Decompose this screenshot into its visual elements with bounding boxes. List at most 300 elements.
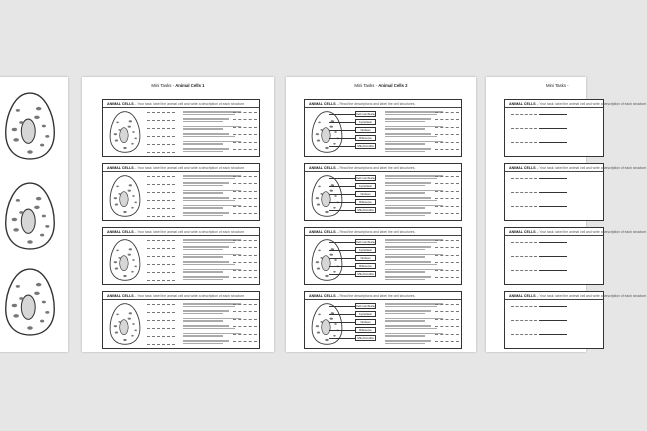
box-title: ANIMAL CELLS	[509, 230, 536, 234]
box-instruction: – Your task: label the animal cell and write a description of each structure.	[536, 294, 647, 298]
organelle-shape	[42, 215, 46, 218]
box-instruction: – Read the descriptions and label the cell structures.	[336, 230, 416, 234]
label-answer-line	[147, 176, 175, 177]
organelle-shape	[27, 240, 33, 243]
description-text	[183, 151, 223, 153]
organelle-shape	[316, 325, 319, 327]
answer-line	[435, 255, 459, 256]
answer-line	[511, 256, 537, 257]
description-text	[385, 343, 425, 345]
answer-line	[435, 270, 459, 271]
answer-line	[435, 240, 459, 241]
answer-line	[233, 119, 257, 120]
structure-label: Mitochondria	[355, 207, 376, 213]
thumbnail-page-cells[interactable]	[0, 77, 68, 352]
label-connector	[539, 320, 567, 321]
organelle-shape	[129, 120, 132, 122]
description-text	[183, 313, 223, 315]
answer-line	[233, 319, 257, 320]
organelle-shape	[325, 211, 328, 213]
description-text	[385, 271, 425, 273]
organelle-shape	[132, 131, 135, 133]
answer-line	[511, 306, 537, 307]
description-text	[385, 310, 431, 312]
description-text	[385, 178, 437, 180]
thumbnail-page-partial[interactable]	[486, 77, 647, 352]
organelle-shape	[19, 211, 23, 214]
structure-label: Nucleus	[355, 255, 376, 261]
organelle-shape	[134, 138, 137, 140]
organelle-shape	[42, 301, 46, 304]
label-connector	[329, 114, 355, 115]
box-heading	[107, 230, 255, 234]
organelle-shape	[118, 193, 121, 195]
structure-label: Ribosome	[355, 263, 376, 269]
description-text	[385, 306, 437, 308]
description-text	[385, 256, 425, 258]
label-connector	[539, 206, 567, 207]
description-text	[385, 192, 425, 194]
description-text	[183, 200, 235, 202]
answer-line	[511, 128, 537, 129]
label-answer-line	[147, 120, 175, 121]
organelle-shape	[114, 197, 117, 199]
organelle-shape	[134, 202, 137, 204]
organelle-shape	[123, 339, 126, 341]
structure-label: Nucleus	[355, 127, 376, 133]
organelle-shape	[316, 261, 319, 263]
label-answer-line	[147, 312, 175, 313]
answer-line	[435, 142, 459, 143]
organelle-shape	[320, 193, 323, 195]
label-answer-line	[147, 144, 175, 145]
organelle-shape	[334, 195, 337, 197]
label-connector	[329, 266, 355, 267]
heading-rule	[505, 235, 603, 236]
description-text	[183, 197, 229, 199]
structure-label: Cell membrane	[356, 176, 375, 180]
box-heading	[107, 166, 255, 170]
nucleus-shape	[120, 192, 129, 207]
thumbnail-page-animal-cells-2[interactable]	[286, 77, 476, 352]
organelle-shape	[129, 312, 132, 314]
description-text	[183, 279, 223, 281]
label-connector	[329, 250, 355, 251]
answer-line	[511, 320, 537, 321]
description-text	[385, 136, 437, 138]
answer-line	[233, 262, 257, 263]
description-text	[385, 264, 437, 266]
answer-line	[233, 334, 257, 335]
answer-line	[435, 134, 459, 135]
organelle-shape	[36, 197, 42, 200]
description-text	[183, 246, 229, 248]
answer-line	[233, 112, 257, 113]
description-text	[183, 242, 235, 244]
organelle-shape	[317, 203, 320, 205]
answer-line	[511, 192, 537, 193]
box-heading	[509, 102, 647, 106]
organelle-shape	[12, 304, 18, 307]
description-text	[385, 151, 425, 153]
worksheet-box	[304, 291, 462, 349]
organelle-shape	[317, 331, 320, 333]
organelle-shape	[318, 122, 321, 124]
label-connector	[539, 242, 567, 243]
organelle-shape	[114, 133, 117, 135]
organelle-shape	[132, 195, 135, 197]
structure-label: Cytoplasm	[355, 247, 376, 253]
description-text	[385, 182, 431, 184]
organelle-shape	[115, 139, 118, 141]
organelle-shape	[132, 259, 135, 261]
label-answer-line	[147, 128, 175, 129]
organelle-shape	[325, 275, 328, 277]
description-text	[385, 215, 425, 217]
organelle-shape	[34, 116, 40, 119]
box-heading	[309, 230, 457, 234]
description-text	[183, 178, 235, 180]
answer-line	[233, 206, 257, 207]
structure-label: Cell membrane	[356, 112, 375, 116]
box-title: ANIMAL CELLS	[509, 102, 536, 106]
label-connector	[329, 202, 355, 203]
box-heading	[107, 294, 255, 298]
description-text	[385, 335, 425, 337]
description-text	[385, 313, 425, 315]
worksheet-box	[504, 291, 647, 349]
description-text	[183, 276, 229, 278]
label-connector	[329, 314, 355, 315]
answer-line	[435, 149, 459, 150]
box-title: ANIMAL CELLS	[309, 230, 336, 234]
organelle-shape	[34, 206, 40, 209]
description-text	[183, 215, 223, 217]
organelle-shape	[134, 330, 137, 332]
label-answer-line	[147, 152, 175, 153]
structure-label: Ribosome	[355, 327, 376, 333]
answer-line	[233, 127, 257, 128]
organelle-shape	[129, 248, 132, 250]
organelle-shape	[19, 297, 23, 300]
box-title: ANIMAL CELLS	[107, 166, 134, 170]
answer-line	[233, 341, 257, 342]
label-answer-line	[147, 112, 175, 113]
label-answer-line	[147, 192, 175, 193]
organelle-shape	[123, 211, 126, 213]
label-connector	[539, 256, 567, 257]
structure-label: Cell membrane	[356, 304, 375, 308]
nucleus-shape	[21, 295, 35, 319]
description-text	[385, 148, 431, 150]
answer-line	[233, 247, 257, 248]
label-answer-line	[147, 200, 175, 201]
label-connector	[329, 194, 355, 195]
description-text	[183, 212, 229, 214]
description-text	[183, 118, 229, 120]
organelle-shape	[131, 335, 134, 337]
description-text	[183, 340, 229, 342]
organelle-shape	[131, 143, 134, 145]
organelle-shape	[45, 225, 49, 228]
box-instruction: – Your task: label the animal cell and write a description of each structure.	[134, 166, 246, 170]
heading-rule	[505, 299, 603, 300]
organelle-shape	[320, 321, 323, 323]
organelle-shape	[123, 147, 126, 149]
description-text	[183, 261, 229, 263]
structure-label: Cytoplasm	[355, 119, 376, 125]
label-answer-line	[147, 264, 175, 265]
answer-line	[233, 213, 257, 214]
answer-line	[435, 334, 459, 335]
label-answer-line	[147, 280, 175, 281]
answer-line	[233, 142, 257, 143]
box-title: ANIMAL CELLS	[309, 102, 336, 106]
description-text	[385, 246, 431, 248]
description-text	[385, 197, 431, 199]
organelle-shape	[333, 143, 336, 145]
label-answer-line	[147, 184, 175, 185]
description-text	[183, 306, 235, 308]
structure-label: Cytoplasm	[355, 183, 376, 189]
answer-line	[435, 183, 459, 184]
organelle-shape	[115, 267, 118, 269]
description-text	[183, 182, 229, 184]
box-title: ANIMAL CELLS	[107, 102, 134, 106]
thumbnail-page-animal-cells-1[interactable]	[82, 77, 274, 352]
box-instruction: – Your task: label the animal cell and write a description of each structure.	[536, 102, 647, 106]
organelle-shape	[128, 126, 131, 128]
label-connector	[329, 146, 355, 147]
description-text	[183, 192, 223, 194]
heading-rule	[305, 171, 461, 172]
description-text	[385, 143, 425, 145]
label-connector	[329, 210, 355, 211]
label-connector	[329, 330, 355, 331]
label-connector	[539, 114, 567, 115]
heading-rule	[505, 107, 603, 108]
label-connector	[539, 192, 567, 193]
label-connector	[539, 334, 567, 335]
description-text	[183, 207, 223, 209]
animal-cell-diagram	[4, 265, 56, 339]
page-title: Mini Tasks - Animal Cells 1	[151, 83, 205, 88]
organelle-shape	[115, 331, 118, 333]
animal-cell-diagram	[311, 302, 343, 346]
organelle-shape	[114, 261, 117, 263]
organelle-shape	[333, 335, 336, 337]
organelle-shape	[128, 190, 131, 192]
label-answer-line	[147, 328, 175, 329]
worksheet-box	[102, 163, 260, 221]
answer-line	[435, 206, 459, 207]
organelle-shape	[325, 339, 328, 341]
description-text	[183, 136, 235, 138]
worksheet-box	[504, 227, 647, 285]
answer-line	[233, 149, 257, 150]
animal-cell-diagram	[4, 89, 56, 163]
worksheet-box	[504, 163, 647, 221]
heading-rule	[305, 299, 461, 300]
organelle-shape	[316, 197, 319, 199]
structure-label: Cell membrane	[356, 240, 375, 244]
heading-rule	[305, 235, 461, 236]
organelle-shape	[325, 147, 328, 149]
animal-cell-diagram	[109, 238, 141, 282]
organelle-shape	[42, 125, 46, 128]
description-text	[385, 340, 431, 342]
answer-line	[233, 326, 257, 327]
label-answer-line	[147, 320, 175, 321]
box-title: ANIMAL CELLS	[107, 230, 134, 234]
box-instruction: – Read the descriptions and label the cell structures.	[336, 294, 416, 298]
label-answer-line	[147, 208, 175, 209]
box-instruction: – Read the descriptions and label the cell structures.	[336, 102, 416, 106]
description-text	[183, 143, 223, 145]
worksheet-box	[102, 227, 260, 285]
organelle-shape	[330, 190, 333, 192]
box-instruction: – Your task: label the animal cell and write a description of each structure.	[134, 294, 246, 298]
organelle-shape	[27, 326, 33, 329]
nucleus-shape	[120, 320, 129, 335]
organelle-shape	[318, 314, 321, 316]
animal-cell-diagram	[311, 238, 343, 282]
heading-rule	[505, 171, 603, 172]
description-text	[385, 325, 431, 327]
organelle-shape	[16, 285, 20, 288]
label-connector	[539, 178, 567, 179]
label-connector	[539, 128, 567, 129]
label-connector	[329, 186, 355, 187]
organelle-shape	[16, 109, 20, 112]
answer-line	[435, 213, 459, 214]
description-text	[183, 133, 229, 135]
organelle-shape	[132, 323, 135, 325]
box-heading	[309, 102, 457, 106]
box-heading	[509, 294, 647, 298]
answer-line	[233, 277, 257, 278]
label-connector	[329, 338, 355, 339]
structure-label: Ribosome	[355, 135, 376, 141]
description-text	[183, 114, 235, 116]
heading-rule	[103, 107, 259, 108]
organelle-shape	[128, 254, 131, 256]
box-instruction: – Your task: label the animal cell and write a description of each structure.	[134, 102, 246, 106]
description-text	[183, 328, 235, 330]
description-text	[183, 310, 229, 312]
description-text	[385, 133, 431, 135]
page-title: Mini Tasks - Animal Cells 2	[354, 83, 408, 88]
label-answer-line	[147, 256, 175, 257]
description-text	[385, 279, 425, 281]
organelle-shape	[115, 203, 118, 205]
organelle-shape	[131, 271, 134, 273]
box-instruction: – Your task: label the animal cell and write a description of each structure.	[536, 166, 647, 170]
label-connector	[329, 130, 355, 131]
description-text	[183, 343, 223, 345]
animal-cell-diagram	[109, 110, 141, 154]
label-connector	[329, 138, 355, 139]
answer-line	[511, 114, 537, 115]
label-connector	[329, 178, 355, 179]
label-answer-line	[147, 272, 175, 273]
nucleus-shape	[120, 256, 129, 271]
answer-line	[233, 304, 257, 305]
organelle-shape	[330, 126, 333, 128]
page-title: Mini Tasks -	[546, 83, 569, 88]
answer-line	[435, 311, 459, 312]
answer-line	[435, 262, 459, 263]
description-text	[183, 185, 223, 187]
animal-cell-diagram	[311, 174, 343, 218]
description-text	[385, 261, 431, 263]
label-connector	[329, 306, 355, 307]
box-instruction: – Read the descriptions and label the cell structures.	[336, 166, 416, 170]
description-text	[385, 121, 425, 123]
structure-label: Cytoplasm	[355, 311, 376, 317]
organelle-shape	[116, 314, 119, 316]
answer-line	[435, 112, 459, 113]
description-text	[183, 121, 223, 123]
structure-label: Mitochondria	[355, 143, 376, 149]
label-answer-line	[147, 304, 175, 305]
organelle-shape	[131, 207, 134, 209]
label-connector	[329, 122, 355, 123]
answer-line	[511, 270, 537, 271]
animal-cell-diagram	[109, 174, 141, 218]
description-text	[183, 128, 223, 130]
structure-label: Mitochondria	[355, 335, 376, 341]
description-text	[183, 271, 223, 273]
answer-line	[233, 270, 257, 271]
organelle-shape	[334, 259, 337, 261]
organelle-shape	[40, 144, 44, 147]
label-connector	[539, 270, 567, 271]
structure-label: Nucleus	[355, 319, 376, 325]
animal-cell-diagram	[311, 110, 343, 154]
answer-line	[233, 134, 257, 135]
nucleus-shape	[21, 209, 35, 233]
answer-line	[435, 304, 459, 305]
structure-label: Nucleus	[355, 191, 376, 197]
organelle-shape	[129, 184, 132, 186]
answer-line	[511, 142, 537, 143]
description-text	[385, 320, 425, 322]
organelle-shape	[13, 138, 19, 141]
worksheet-box	[102, 99, 260, 157]
heading-rule	[103, 235, 259, 236]
label-connector	[329, 242, 355, 243]
label-connector	[329, 258, 355, 259]
description-text	[183, 148, 229, 150]
box-title: ANIMAL CELLS	[509, 166, 536, 170]
heading-rule	[103, 171, 259, 172]
description-text	[385, 185, 425, 187]
worksheet-box	[304, 99, 462, 157]
organelle-shape	[40, 234, 44, 237]
box-instruction: – Your task: label the animal cell and write a description of each structure.	[536, 230, 647, 234]
description-text	[385, 328, 437, 330]
description-text	[385, 249, 425, 251]
organelle-shape	[34, 292, 40, 295]
answer-line	[511, 334, 537, 335]
organelle-shape	[330, 318, 333, 320]
description-text	[183, 320, 223, 322]
answer-line	[435, 319, 459, 320]
answer-line	[233, 198, 257, 199]
description-text	[183, 249, 223, 251]
description-text	[385, 114, 437, 116]
